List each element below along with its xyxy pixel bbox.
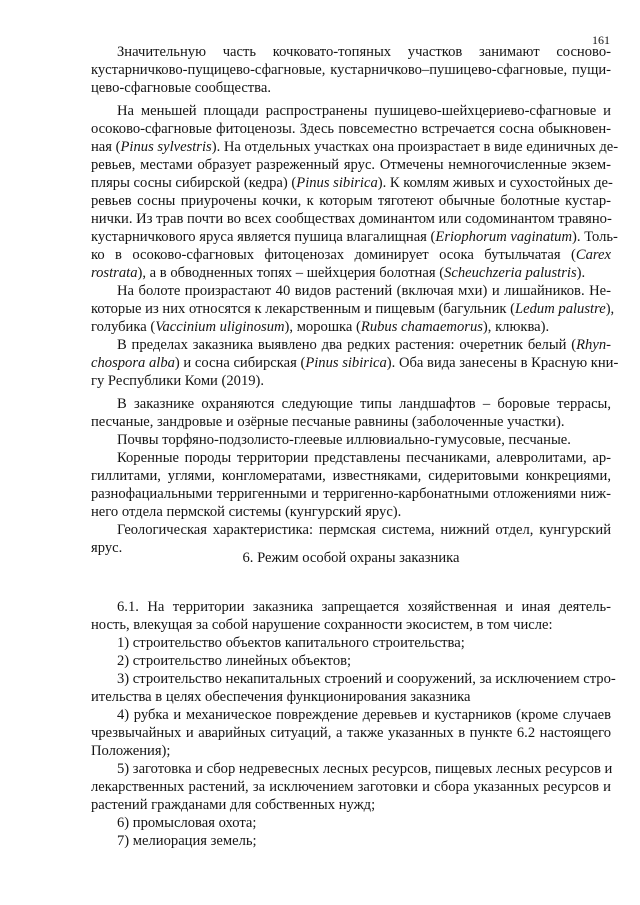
text-run: ревьев сосны приурочены кочки, к которым тяготеют обычные болотные кустар- — [91, 193, 611, 209]
text-line — [91, 690, 471, 705]
text-run: 7) мелиорация земель; — [117, 833, 257, 849]
latin-name: Rhyn- — [576, 337, 611, 353]
text-line — [117, 671, 616, 687]
text-run: гиллитами, углями, конгломератами, известняками, сидеритовыми конкрециями, — [91, 468, 611, 484]
text-run: Значительную часть кочковато-топяных участков занимают сосново- — [117, 44, 611, 60]
text-line — [117, 600, 611, 615]
text-line — [117, 338, 611, 353]
text-run: разнофациальными терригенными и терригенно-карбонатными отложениями ниж- — [91, 486, 611, 502]
page-number: 161 — [592, 33, 610, 47]
text-run: ность, влекущая за собой нарушение сохранности экосистем, в том числе: — [91, 617, 553, 633]
latin-name: Carex — [575, 247, 611, 263]
text-run: 3) строительство некапитальных строений и сооружений, за исключением стро- — [117, 671, 616, 687]
text-line — [117, 816, 256, 831]
text-run: ревьев, местами образует разреженный ярус. Отмечены немногочисленные экзем- — [91, 157, 611, 173]
text-run: чрезвычайных и аварийных ситуаций, а также указанных в пункте 6.2 настоящего — [91, 725, 611, 741]
text-run: него отдела пермской системы (кунгурский ярус). — [91, 504, 402, 520]
text-run: пляры сосны сибирской (кедра) ( — [91, 175, 297, 191]
text-run: ительства в целях обеспечения функционирования заказника — [91, 689, 471, 705]
text-run: гу Республики Коми (2019). — [91, 373, 265, 389]
text-line — [117, 523, 611, 538]
text-line — [91, 505, 401, 520]
text-run: кустарничкового яруса является пушица влагалищная ( — [91, 229, 436, 245]
latin-name: rostrata — [91, 265, 138, 281]
text-run: В пределах заказника выявлено два редких растения: очеретник белый ( — [117, 337, 577, 353]
text-line — [91, 744, 170, 759]
latin-name: Pinus sylvestris — [120, 139, 212, 155]
text-run: лекарственных растений, за исключением заготовки и сбора указанных ресурсов и — [91, 779, 611, 795]
latin-name: Pinus sibirica — [296, 175, 378, 191]
section-heading: 6. Режим особой охраны заказника — [242, 550, 460, 566]
text-run: ) и сосна сибирская ( — [174, 355, 306, 371]
text-line — [117, 762, 611, 777]
text-line — [117, 397, 611, 412]
text-run: 6.1. На территории заказника запрещается хозяйственная и иная деятель- — [117, 599, 611, 615]
text-line — [91, 81, 271, 96]
text-run: Геологическая характеристика: пермская система, нижний отдел, кунгурский — [117, 522, 611, 538]
text-line — [91, 798, 375, 813]
text-line — [91, 469, 611, 484]
text-run: ). Оба вида занесены в Красную кни- — [386, 355, 619, 371]
text-line — [91, 176, 611, 191]
text-line — [91, 726, 611, 741]
text-run: 2) строительство линейных объектов; — [117, 653, 352, 669]
text-line — [117, 284, 611, 299]
text-run: ). К комлям живых и сухостойных де- — [377, 175, 613, 191]
text-run: ), а в обводненных топях – шейхцерия болотная ( — [137, 265, 445, 281]
latin-name: Pinus sibirica — [305, 355, 387, 371]
text-run: ), морошка ( — [284, 319, 361, 335]
text-run: ). Толь- — [572, 229, 618, 245]
text-line — [91, 618, 553, 633]
text-line — [91, 122, 611, 137]
text-line — [117, 45, 611, 60]
latin-name: chospora alba — [91, 355, 175, 371]
text-run: ), клюква). — [482, 319, 550, 335]
text-run: 4) рубка и механическое повреждение деревьев и кустарников (кроме случаев — [117, 707, 611, 723]
text-line — [91, 374, 264, 389]
text-line — [91, 63, 611, 78]
text-run: На болоте произрастают 40 видов растений (включая мхи) и лишайников. Не- — [117, 283, 611, 299]
latin-name: Eriophorum vaginatum — [435, 229, 573, 245]
text-line — [117, 654, 351, 669]
text-run: растений гражданами для собственных нужд; — [91, 797, 376, 813]
text-run: ), — [605, 301, 615, 317]
text-line — [91, 356, 618, 371]
latin-name: Rubus chamaemorus — [360, 319, 483, 335]
text-line — [117, 636, 465, 651]
text-line — [117, 433, 571, 448]
text-line — [91, 194, 611, 209]
text-line — [91, 158, 611, 173]
text-run: голубика ( — [91, 319, 156, 335]
text-run: песчаные, зандровые и озёрные песчаные равнины (заболоченные участки). — [91, 414, 565, 430]
text-line — [91, 780, 611, 795]
text-run: Коренные породы территории представлены песчаниками, алевролитами, ар- — [117, 450, 611, 466]
text-line — [117, 104, 611, 119]
text-run: В заказнике охраняются следующие типы ландшафтов – боровые террасы, — [117, 396, 611, 412]
text-line — [91, 212, 611, 227]
text-line — [91, 320, 549, 335]
text-run: которые из них относятся к лекарственным и пищевым (багульник ( — [91, 301, 516, 317]
text-line — [91, 266, 585, 281]
latin-name: Scheuchzeria palustris — [444, 265, 577, 281]
text-run: На меньшей площади распространены пушицево-шейхцериево-сфагновые и — [117, 103, 611, 119]
text-line — [117, 451, 611, 466]
text-line — [91, 415, 565, 430]
text-line — [91, 139, 619, 155]
text-run: Почвы торфяно-подзолисто-глеевые иллювиально-гумусовые, песчаные. — [117, 432, 571, 448]
text-line — [91, 487, 611, 502]
text-line — [91, 301, 615, 317]
text-run: цево-сфагновые сообщества. — [91, 80, 271, 96]
text-run: ). — [576, 265, 586, 281]
text-run: ная ( — [91, 139, 121, 155]
text-run: ярус. — [91, 540, 123, 556]
latin-name: Vaccinium uliginosum — [155, 319, 285, 335]
text-run: 6) промысловая охота; — [117, 815, 257, 831]
text-line — [117, 834, 257, 849]
text-run: 5) заготовка и сбор недревесных лесных ресурсов, пищевых лесных ресурсов и — [117, 761, 613, 777]
text-line — [117, 708, 611, 723]
latin-name: Ledum palustre — [515, 301, 606, 317]
text-run: кустарничково-пущицево-сфагновые, кустарничково–пушицево-сфагновые, пущи- — [91, 62, 611, 78]
text-run: ко в осоково-сфагновых фитоценозах доминирует осока бутыльчатая ( — [91, 247, 576, 263]
text-run: Положения); — [91, 743, 171, 759]
text-line — [91, 229, 618, 245]
text-run: ). На отдельных участках она произрастает в виде единичных де- — [211, 139, 619, 155]
text-run: нички. Из трав почти во всех сообществах доминантом или содоминантом травяно- — [91, 211, 612, 227]
text-run: осоково-сфагновые фитоценозы. Здесь повсеместно встречается сосна обыкновен- — [91, 121, 611, 137]
text-run: 1) строительство объектов капитального строительства; — [117, 635, 465, 651]
text-line — [91, 248, 611, 263]
